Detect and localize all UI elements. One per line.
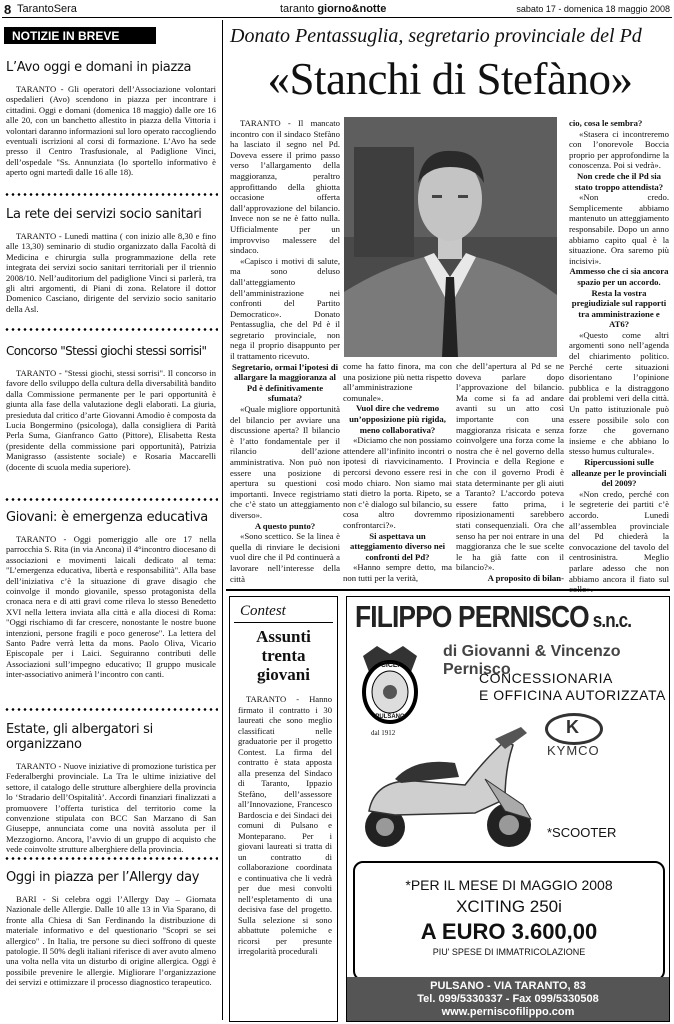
brief-body: TARANTO - Nuove iniziative di promozione turistica per Federalberghi provinciale. La Tra le ultime iniziative del settore, il catalogo delle strutture alberghiere della provincia lo ‘Stradario dell’Ospitalità’. Accordi finanziari finalizzati a promuovere l’offerta turistica del territorio come la convenzione stipulata con BCC San Marzano di San Giuseppe, annunciata come una novità assoluta per il Mezzogiorno. Ancora, l’avvio di un gruppo di acquisto che vede coinvolte strutture alberghiere della provincia. [6,761,216,855]
issue-date: sabato 17 - domenica 18 maggio 2008 [516,4,670,14]
sidebar-title-bar [4,27,156,44]
article-column-4: cio, cosa le sembra? «Stasera ci incontreremo con l’onorevole Boccia proprio per approfondirne la conoscenza. Poi si vedrà». Non crede che il Pd sia stato troppo attendista? «Non credo. Semplicemente abbiamo mantenuto un atteggiamento responsabile. Dopo un anno abbiamo capito qual è la situazione. Ora saremo più incisivi». Ammesso che ci sia ancora spazio per un accordo. Resta la vostra pregiudiziale sul rapporti tra amministrazione e AT6? «Questo come altri argomenti sono nell’agenda del chiarimento politico. Perché certe situazioni disorientano l’opinione pubblica e la distraggono dai problemi veri della città. Un patto istituzionale può essere possibile solo con forze che governano insieme e che abbiano lo stesso humus culturale». Ripercussioni sulle alleanze per le provinciali del 2009? «Non credo, perché con le segreterie dei partiti c’è accordo. Lunedì all’assemblea provinciale del Pd chiederà la convocazione del tavolo del centrosinistra. Meglio parlare adesso che non abbiamo ancora il fiato sul [569,118,669,605]
ad-footer [347,977,669,1021]
dotted-separator [4,498,218,501]
ad-model: XCITING 250i [456,897,562,916]
section-rule [226,589,670,591]
ad-phone: Tel. 099/5330337 - Fax 099/5330508 [417,993,599,1005]
brief-servizi [6,207,216,314]
header-rule [2,17,672,18]
contest-body: TARANTO - Hanno firmato il contratto i 30 laureati che sono meglio classificati nelle graduatorie per il progetto Contest. La firma del contratto è stata apposta alla presenza del Sindaco di Taranto, Ippazio Stefàno, dell’assessore all’Innovazione, Francesco Bardoscia e dei Sindaci dei comuni di Pulsano e Monteparano. Per i giovani laureati si tratta di un contratto di collaborazione coordinata e continuativa che li vedrà per due mesi convolti nell’espletamento di una decisiva fase del progetto. Sulla selezione si sono abbattute polemiche e ricorsi per presunte irregolarità procedurali [238,694,332,956]
article-kicker: Donato Pentassuglia, segretario provinciale del Pd [230,25,642,47]
advertisement[interactable] [346,596,670,1022]
kymco-logo: K [545,713,603,745]
brief-heading: Concorso "Stessi giochi stessi sorrisi" [6,344,207,358]
ad-company-suffix: s.n.c. [592,610,632,632]
article-headline: «Stanchi di Stefàno» [267,54,633,104]
interview-question: Non crede che il Pd sia stato troppo attendista? [574,170,664,192]
interview-question: Vuol dire che vedremo un’opposizione più rigida, meno collaborativa? [349,403,446,435]
brief-allergy [6,870,216,988]
dotted-separator [4,708,218,711]
ad-owners: di Giovanni & Vincenzo Pernisco [443,643,621,678]
ad-scooter-label: *SCOOTER [547,825,617,840]
ad-founded: dal 1912 [371,729,396,737]
interview-question: Ammesso che ci sia ancora spazio per un accordo. Resta la vostra pregiudiziale sul rapporti tra amministrazione e AT6? [569,266,669,330]
article-column-3: che dell’apertura al Pd se ne doveva parlare dopo l’approvazione del bilancio. Ma come si fa ad andare avanti su un atto così importante con una maggioranza risicata e senza coinvolgere una forza come la nostra che è nel governo della Provincia e della Regione e che con il governo Prodi è stata determinante per gli aiuti a Taranto? L’accordo poteva essere fatto prima, i riposizionamenti sarebbero stati consequenziali. Ora che senso ha per noi entrare in una maggioranza che le sue scelte le ha già fatte con il bilancio?». A proposito di bilan- [456,361,564,583]
interview-question: cio, cosa le sembra? [569,118,643,128]
brief-body: TARANTO - "Stessi giochi, stessi sorrisi". Il concorso in favore dello sviluppo della cultura della diversabilità bandito dalla Commissione permanente per le pari opportunità è giunta alla fase della valutazione degli elaborati. La giuria, presieduta dal critico d’arte Giovanni Amodio è composta da Lucia Bongermino (psicologa), dalla consigliera di Parità Perla Suma, Gianfranco Gatto (Pittore), Elisabetta Resta (presidente della commissione pari opportunità), Patrizia Manigrasso (assistente sociale) e Rosaria Maccarelli (docente di scuola media superiore). [6,368,216,472]
brief-giovani [6,510,216,680]
dotted-separator [4,857,218,860]
dotted-separator [4,328,218,331]
ad-company: FILIPPO PERNISCO [355,599,589,634]
contest-label: Contest [240,603,286,619]
ad-note: PIU' SPESE DI IMMATRICOLAZIONE [432,947,586,957]
contest-title: Assunti trenta giovani [256,627,311,684]
brief-avo [6,60,216,178]
interview-question: A questo punto? [254,520,316,531]
brief-body: TARANTO - Gli operatori dell’Associazione volontari ospedalieri (Avo) scendono in piazza per incontrare i cittadini. Oggi e domani (domenica 18 maggio) dalle ore 16 alle 20, con un banchetto allestito in piazza della Vittoria i volontari daranno informazioni sul loro operato raccogliendo eventuali iscrizioni al corsi di formazione. L’Avo ha sede presso il Centro Trasfusionale, al Padiglione Vinci, dell’ospedale "Ss. Annunziata (lo sportello informativo è aperto ogni martedì dalle 16 alle 18). [6,84,217,178]
interview-question: Segretario, ormai l’ipotesi di allargare la maggioranza al Pd è definitivamente sfumata? [231,361,338,404]
ad-line-1: CONCESSIONARIA [479,670,613,686]
brief-concorso [6,344,216,472]
dotted-separator [4,193,218,196]
brief-body: TARANTO - Oggi pomeriggio alle ore 17 nella parrocchia S. Rita (in via Ancona) il 4°incontro diocesano di associazioni e movimenti laicali dedicato al tema: "L’emergenza educativa, libertà e responsabilità". Alla base dell’iniziativa c’è la situazione di grave disagio che coinvolge il mondo giovanile, spesso protagonista della cronaca nera e di atti gravi come rileva lo stesso Benedetto XVI nella lettera inviata alla città e alla diocesi di Roma: "Oggi rischiamo di far crescere, nonostante le nostre buone intenzioni, persone fragili e poco generose". La lettera del Santo Padre verrà letta da mons. Paolo Oliva, Vicario Episcopale per i Laici. Seguiranno contributi delle Associazioni sull’impegno educativo; Il gruppo musicale inter-associativo animerà l’incontro con canti. [6,534,216,680]
article-column-1: TARANTO - Il mancato incontro con il sindaco Stefàno ha lasciato il segno nel Pd. Doveva essere il primo passo verso l’allargamento della maggioranza, peraltro approfittando della ghiotta occasione offerta dall’approvazione del bilancio. Invece non se ne è fatto nulla. Ufficialmente per un improvviso malessere del sindaco. «Capisco i motivi di salute, ma sono deluso dall’atteggiamento dell’amministrazione nei confronti del Partito Democratico». Donato Pentassuglia, che del Pd è il segretario provinciale, non nega il proprio disappunto per il trattamento ricevuto. Segretario, ormai l’ipotesi di allargare la maggioranza al Pd è definitivamente sfumata? «Quale migliore opportunità del bilancio per avviare una discussione aperta? Il bilancio è l’atto fondamentale per il rilancio dell’azione amministrativa. Non può non essere una posizione di apertura su questioni così importanti. Invece registriamo che c’è stato un atteggiamento diverso». A questo punto? «Sono scettico. Se la linea è quella di rinviare le decisioni vuol dire che il Pd continuerà a lavorare nell’interesse della città [230,118,340,584]
brief-heading: Estate, gli albergatori si organizzano [6,722,153,752]
ad-promo-box [353,861,665,981]
interview-question: Si aspettava un atteggiamento diverso nei confronti del Pd? [349,530,446,562]
brief-heading: La rete dei servizi socio sanitari [6,207,202,222]
page-number: 8 [4,2,12,17]
brief-heading: L’Avo oggi e domani in piazza [6,60,192,75]
interview-question: A proposito di bilan- [487,572,564,583]
ad-brand: KYMCO [547,743,600,758]
cycling-badge-logo: CICLI PULSANO [357,642,423,730]
sidebar-title: NOTIZIE IN BREVE [12,29,120,43]
article-column-2: come ha fatto finora, ma con una posizione più netta rispetto all’amministrazione comunale». Vuol dire che vedremo un’opposizione più rigida, meno collaborativa? «Diciamo che non possiamo attendere all’infinito incontri o ipotesi di riavvicinamento. I percorsi devono essere resi in modo chiaro. Non siamo mai stati dietro la porta. Ripeto, se non c’è dialogo sul bilancio, su cosa altro dovremmo confrontarci?». Si aspettava un atteggiamento diverso nei confronti del Pd? «Hanno sempre detto, ma non tutti per la verità, [343,361,452,583]
ad-promo: *PER IL MESE DI MAGGIO 2008 [405,877,613,893]
column-divider [222,20,223,1020]
brief-albergatori [6,722,216,855]
brief-body: BARI - Si celebra oggi l’Allergy Day – Giornata Nazionale delle Allergie. Dalle 10 alle 13 in Via Sparano, di fronte alla Chiesa di San Ferdinando la distribuzione di materiale informativo e del questionario "Scopri se sei allergico" . In Italia, tre persone su dieci soffrono di queste patologie. Il 50% degli italiani riferisce di aver avuto almeno una volta nella vita un disturbo di origine allergica. Oggi è possibile prevenire le allergie. Migliorare l’organizzazione dei servizi e ottimizzare il processo diagnostico terapeutico. [6,894,216,988]
newspaper-name: TarantoSera [17,3,77,15]
section-title: taranto giorno&notte [280,3,387,15]
scooter-image [355,719,545,851]
brief-heading: Giovani: è emergenza educativa [6,510,208,525]
ad-address: PULSANO - VIA TARANTO, 83 [430,980,586,992]
interview-question: Ripercussioni sulle alleanze per le provinciali del 2009? [571,457,667,489]
ad-price: A EURO 3.600,00 [420,919,598,944]
brief-heading: Oggi in piazza per l’Allergy day [6,870,200,885]
ad-website: www.perniscofilippo.com [441,1006,575,1018]
brief-body: TARANTO - Lunedì mattina ( con inizio alle 8,30 e fino alle 13,30) seminario di studio organizzato dalla Facoltà di Medicina e chirurgia sulla programmazione della rete integrata dei servizi socio sanitari territoriali per il triennio 2008/10. Nell’auditorium del padiglione Vinci si parlerà, tra gli altri argomenti, di Piani di zona. Relatore il dottor Domenico Casciano, dirigente del servizio socio sanitario della Asl. [6,231,216,314]
contest-box [229,596,338,1022]
portrait-photo [344,117,557,357]
ad-line-2: E OFFICINA AUTORIZZATA [479,687,666,703]
